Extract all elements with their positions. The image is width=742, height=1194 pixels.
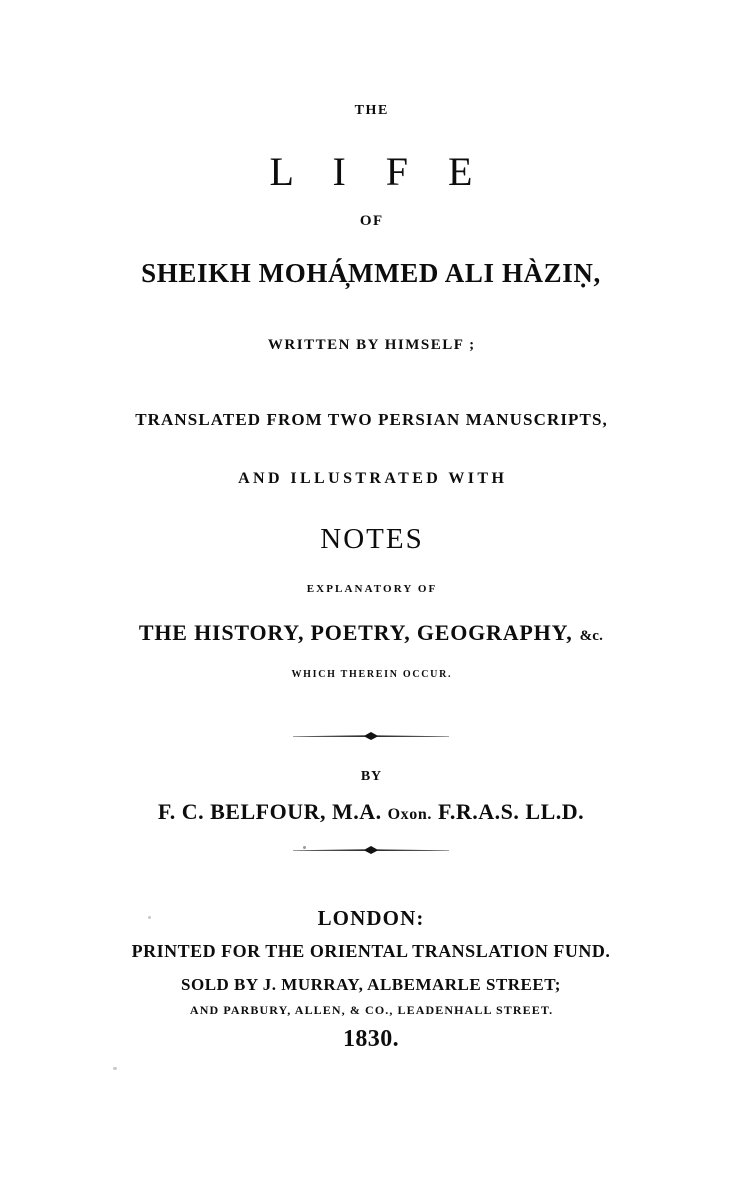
notes-heading: NOTES <box>320 523 424 555</box>
author-name <box>0 799 742 825</box>
subject-name: SHEIKH MOHÁ̦MMED ALI HÀZIṆ, <box>141 258 601 288</box>
notes-subjects <box>0 620 742 646</box>
translation-note: TRANSLATED FROM TWO PERSIAN MANUSCRIPTS, <box>135 410 608 429</box>
imprint-sold-by: SOLD BY J. MURRAY, ALBEMARLE STREET; <box>181 975 561 994</box>
divider-ornament-top <box>0 729 742 743</box>
imprint-printed-for: PRINTED FOR THE ORIENTAL TRANSLATION FUND. <box>131 941 611 961</box>
imprint-year: 1830. <box>343 1026 399 1052</box>
divider-ornament-bottom <box>0 843 742 857</box>
title-preposition: OF <box>359 213 384 229</box>
authorship-note: WRITTEN BY HIMSELF ; <box>267 337 476 353</box>
author-credentials: F.R.A.S. LL.D. <box>437 799 585 824</box>
imprint-also-sold-by: AND PARBURY, ALLEN, & CO., LEADENHALL STREET. <box>189 1003 554 1017</box>
author-degree: Oxon. <box>387 806 432 823</box>
byline-label: BY <box>360 769 382 784</box>
imprint-city: LONDON: <box>317 906 425 930</box>
notes-subjects-text: THE HISTORY, POETRY, GEOGRAPHY, <box>138 620 573 645</box>
notes-occurrence-note: WHICH THEREIN OCCUR. <box>291 669 453 680</box>
page-title: L I F E <box>269 149 488 194</box>
notes-subjects-etc: &c. <box>579 628 604 644</box>
notes-explanatory-label: EXPLANATORY OF <box>306 583 438 595</box>
scan-speck <box>113 1067 117 1070</box>
illustration-note: AND ILLUSTRATED WITH <box>238 470 508 487</box>
author-name-text: F. C. BELFOUR, M.A. <box>157 799 382 824</box>
title-article: THE <box>354 103 389 118</box>
